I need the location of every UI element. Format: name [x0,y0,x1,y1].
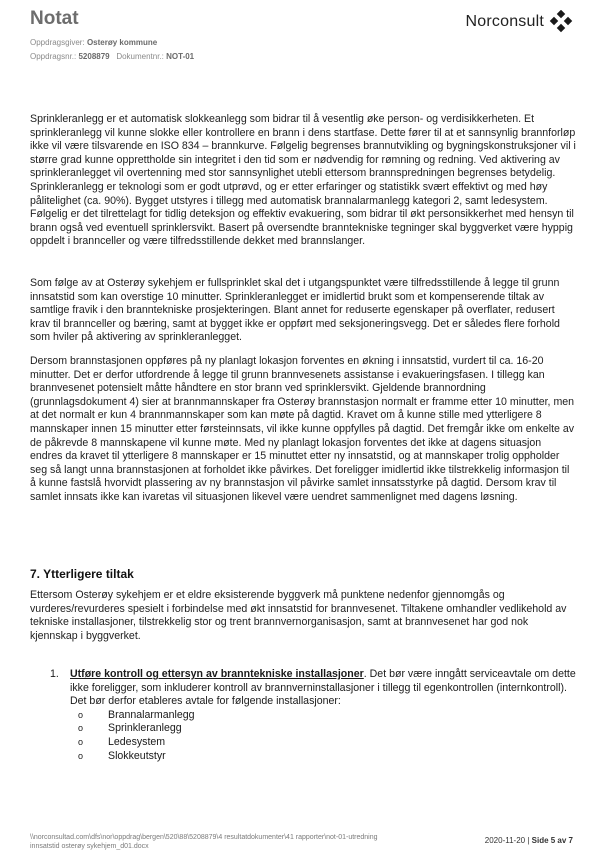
measures-list [30,668,576,763]
circle-bullet-icon: o [78,709,84,720]
file-path-line: \\norconsultad.com\dfs\nor\oppdrag\bergen\520\88\5208879\4 resultatdokumenter\41 rapporter\not-01-utredning [30,834,378,841]
paragraph-sprinkler [30,113,576,258]
client-value: Osterøy kommune [86,38,158,47]
list-number: 1. [50,668,59,680]
sublist-item-label: Sprinkleranlegg [108,722,182,735]
paragraph-text: Som følge av at Osterøy sykehjem er fullsprinklet skal det i utgangspunktet være tilfredsstillende å legge til grunn innsatstid som kan overstige 10 minutter. Sprinkleranlegget er imidlertid brukt som et kompenserende tiltak av samtlige fravik i den branntekniske prosjekteringen. Blant annet for reduserte egenskaper på overflater, redusert krav til brannceller og bæring, samt at bygget ikke er oppført med seksjoneringsvegg. Det er således flere forhold som hviler på aktivering av sprinkleranlegget. [30,277,560,344]
paragraph-fullsprinklet [30,277,576,354]
footer-file-path [30,833,450,851]
norconsult-diamond-icon [549,10,573,34]
page-number: Side 5 av 7 [531,836,573,845]
paragraph-text: Ettersom Osterøy sykehjem er et eldre eksisterende byggverk må punktene nedenfor gjennomgås og vurderes/revurderes spesielt i forbindelse med økt innsatstid for brannvesenet. Tiltakene omhandler vedlikehold av tekniske installasjoner, tilstrekkelig stor og trent brannvernorganisasjon, samt at brannvesenet har god nok kjennskap i byggverket. [30,589,567,642]
document-numbers [30,52,194,61]
list-item-text: . Det bør være inngått serviceavtale om dette ikke foreligger, som inkluderer kontroll av brannverninstallasjoner i tillegg til egenkontrollen (internkontroll). Det bør derfor etableres avtale for følgende installasjoner: [70,668,576,708]
client-label: Oppdragsgiver: [30,38,85,47]
sublist-item-label: Slokkeutstyr [108,749,166,762]
section-heading: 7. Ytterligere tiltak [30,567,134,581]
assignment-label: Oppdragsnr.: [30,52,77,61]
sublist-item [78,736,576,750]
list-item-title: Utføre kontroll og ettersyn av branntekniske installasjoner [70,668,364,680]
circle-bullet-icon: o [78,736,84,747]
list-item [30,668,576,709]
document-value: NOT-01 [166,52,195,61]
assignment-value: 5208879 [78,52,110,61]
installations-list [30,709,576,763]
document-label: Dokumentnr.: [116,52,164,61]
sublist-item [78,750,576,764]
logo-text: Norconsult [465,13,544,30]
circle-bullet-icon: o [78,750,84,761]
sublist-item [78,709,576,723]
norconsult-logo [466,10,573,34]
footer-separator: | [527,836,530,845]
section-intro [30,589,576,652]
footer-date: 2020-11-20 [484,836,526,845]
sublist-item-label: Brannalarmanlegg [108,708,195,721]
paragraph-brannstasjon [30,355,576,514]
footer-page-info [485,836,573,845]
file-path-line: innsatstid osterøy sykehjem_d01.docx [30,843,149,850]
client-line [30,38,157,47]
paragraph-text: Sprinkleranlegg er et automatisk slokkeanlegg som bidrar til å vesentlig øke person- og verdisikkerheten. Et sprinkleranlegg vil kunne slokke eller kontrollere en brann i dens startfase. Dette fører til at et sannsynlig brannforløp ikke vil være tilsvarende en ISO 834 – brannkurve. Følgelig begrenses brannutvikling og bygningskonstruksjoner vil i større grad kunne opprettholde sin integritet i den tid som er nødvendig for rømning og redning. Ved aktivering av sprinkleranlegget vil overtenning med stor sannsynlighet utebli ettersom brannspredningen begrenses betydelig. Sprinkleranlegg er teknologi som er godt utprøvd, og er etter erfaringer og statistikk svært effektivt og med høy pålitelighet (ca. 90%). Bygget utstyres i tillegg med automatisk brannalarmanlegg kategori 2, samt ledesystem. Følgelig er det tilrettelagt for tidlig deteksjon og effektiv evakuering, som bidrar til økt personsikkerhet med hensyn til brann også ved eventuell sprinklersvikt. Basert på oversendte branntekniske tegninger skal byggverket være hyppig oppdelt i brannceller og være tilfredsstillende dekket med brannslanger. [30,113,576,248]
sublist-item [78,722,576,736]
circle-bullet-icon: o [78,723,84,734]
document-title: Notat [30,8,79,29]
sublist-item-label: Ledesystem [108,735,166,748]
paragraph-text: Dersom brannstasjonen oppføres på ny planlagt lokasjon forventes en økning i innsatstid, vurdert til ca. 16-20 minutter. Det er derfor utfordrende å legge til grunn brannvesenets assistanse i evakueringsfasen. I tillegg kan brannvesenet potensielt måtte håndtere en stor brann ved sprinklersvikt. Gjeldende brannordning (grunnlagsdokument 4) sier at brannmannskaper fra Osterøy brannstasjon normalt er framme etter 10 minutter, men at det normalt er kun 4 brannmannskaper som kan møte på dagtid. Kravet om å kunne stille med ytterligere 8 mannskaper innen 15 minutter etter førsteinnsats, vil ikke kunne oppfylles på dagtid. Det fremgår ikke om enkelte av de påkrevde 8 mannskapene vil kunne møte. Med ny planlagt lokasjon forventes det ikke at dagens situasjon endres da kravet til ytterligere 8 mannskaper er 15 minuttet etter ny innsatstid, og at mannskaper trolig oppholder seg så langt unna brannstasjonen at forholdet ikke påvirkes. Det foreligger imidlertid ikke tilstrekkelig informasjon til å kunne fastslå hvorvidt plassering av ny brannstasjon vil påvirke samlet innsatsstyrke på dagtid. Dersom krav til samlet innsats ikke kan ivaretas vil situasjonen likevel være uendret sammenlignet med dagens løsning. [30,355,575,503]
